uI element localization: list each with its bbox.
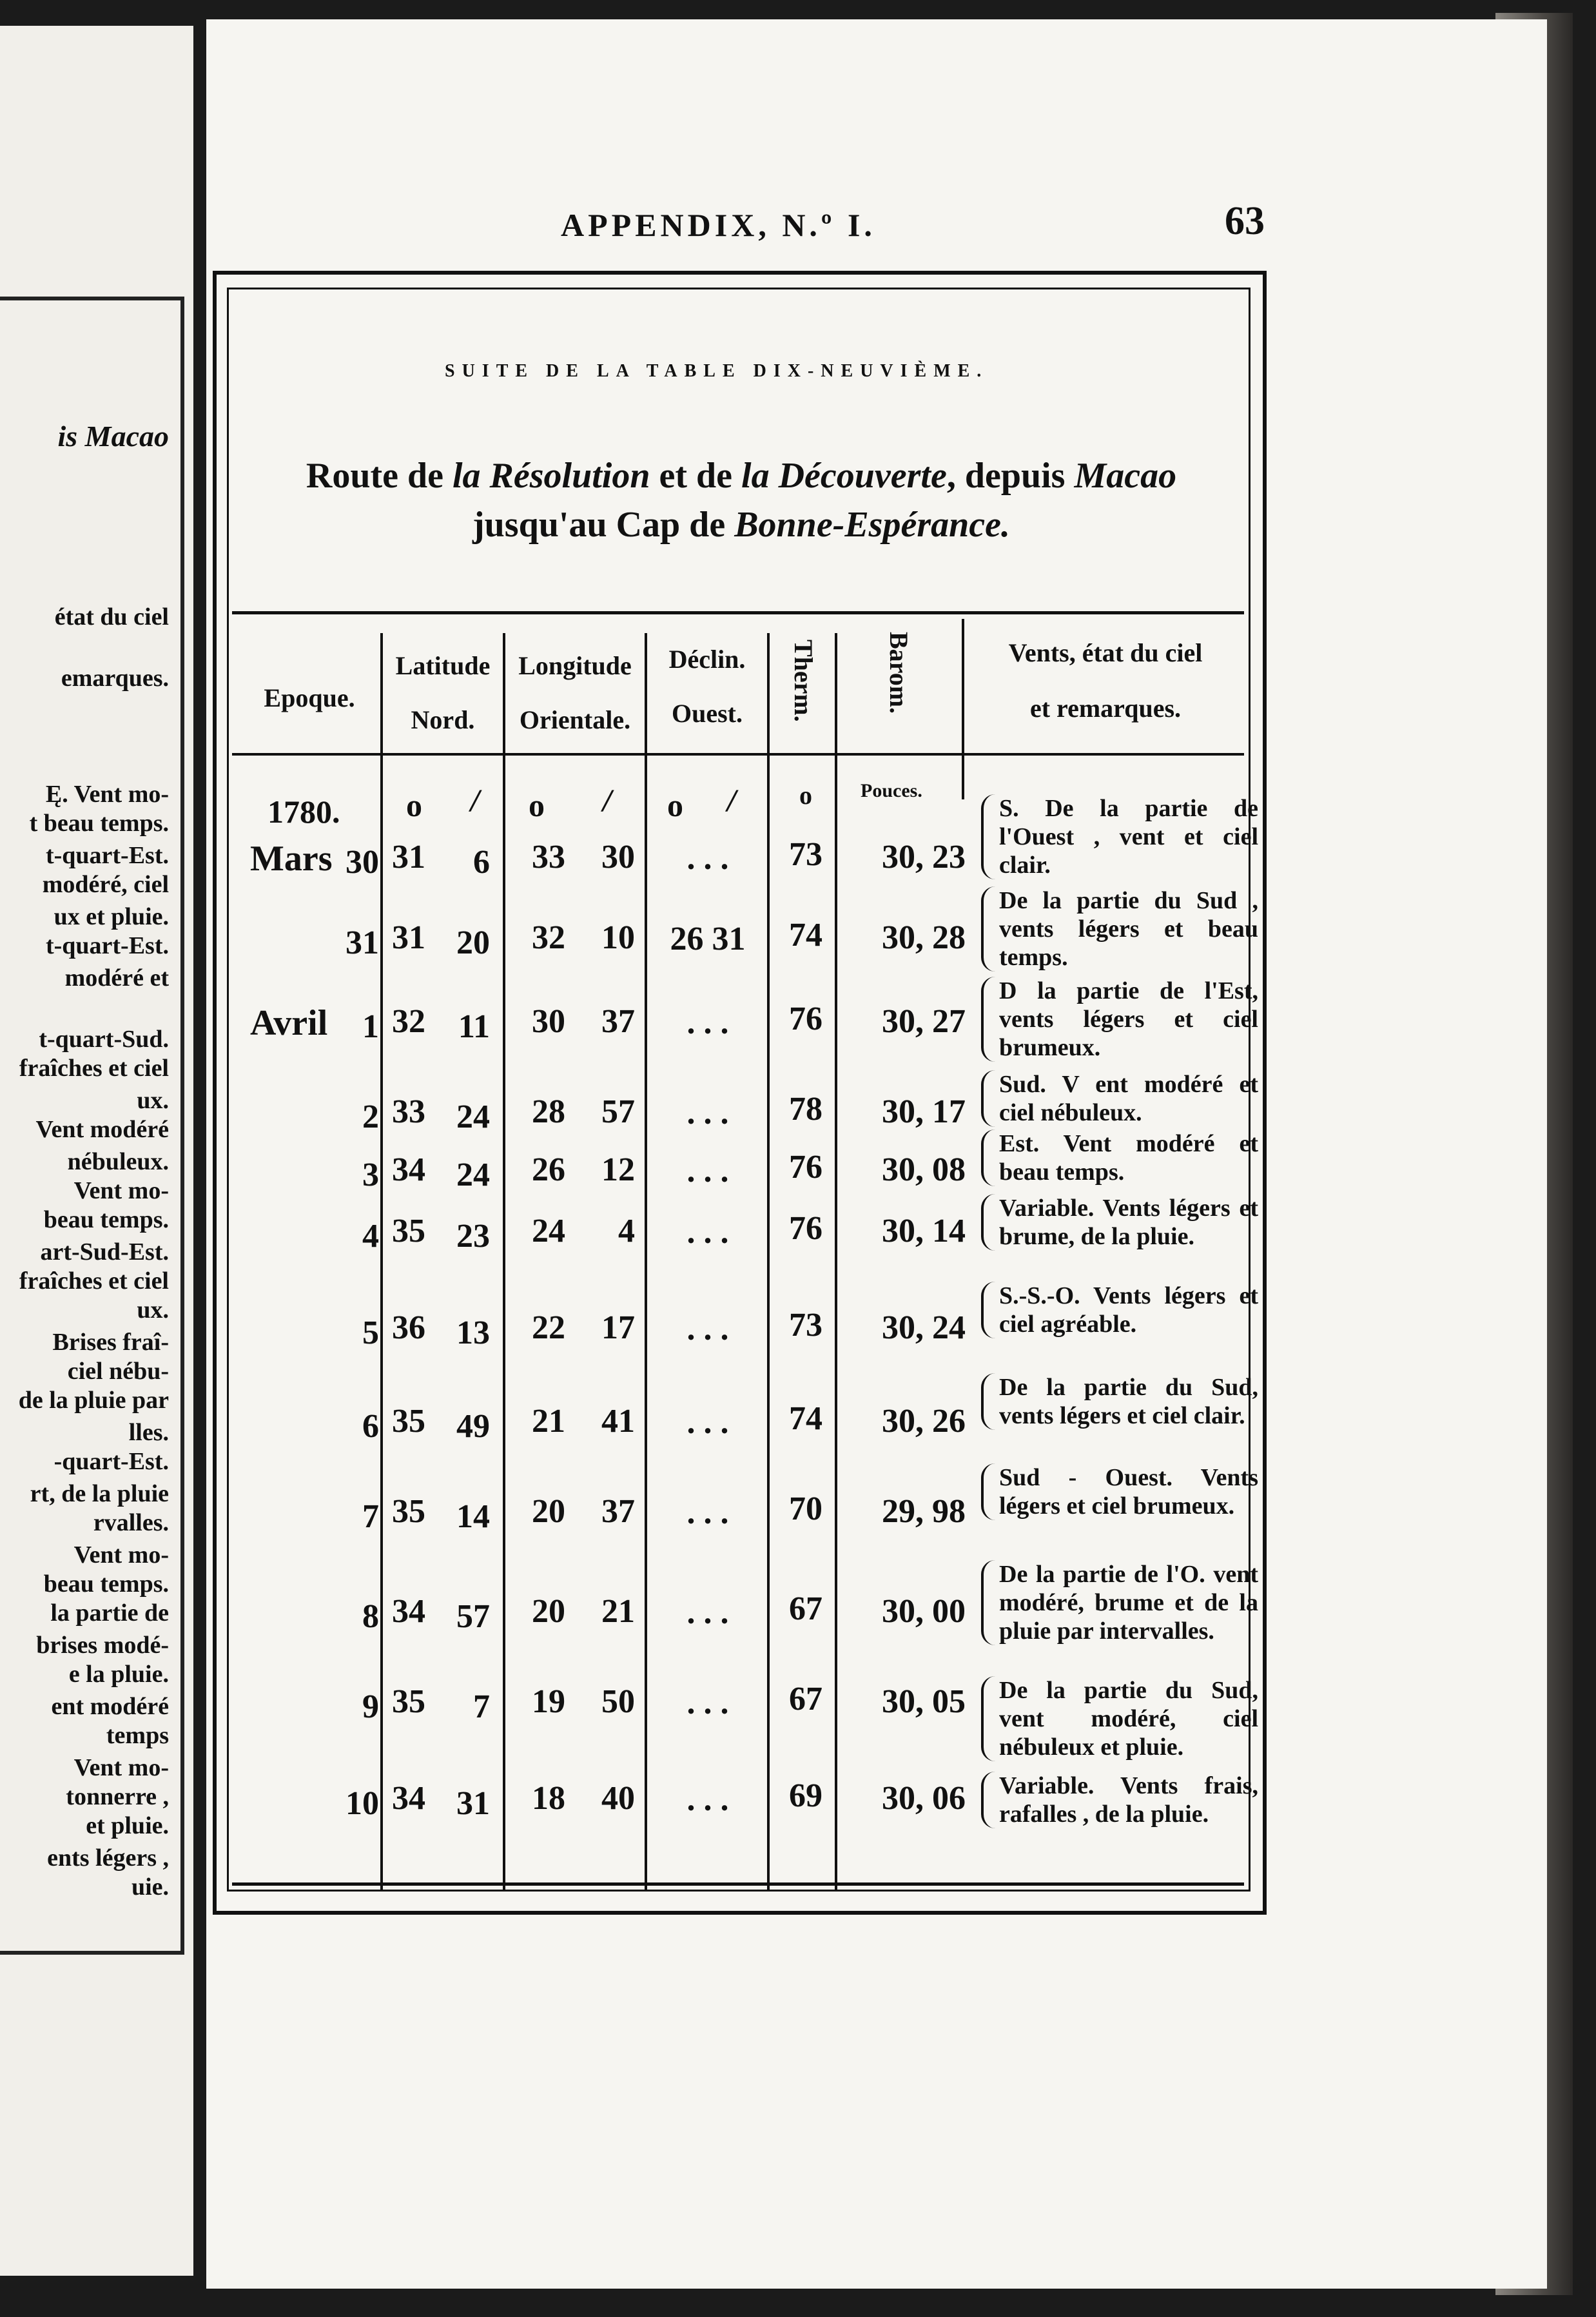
brace-icon: [981, 977, 995, 1062]
left-page-line: ux.: [137, 1296, 169, 1324]
row-lon-deg: 22: [532, 1309, 565, 1346]
row-lon-min: 37: [601, 1493, 635, 1530]
row-lon-min: 50: [601, 1683, 635, 1720]
header-declin-2: Ouest.: [672, 699, 743, 728]
left-page-line: uie.: [131, 1873, 169, 1901]
left-page-line: Vent mo-: [73, 1177, 169, 1204]
row-lon-min: 30: [601, 839, 635, 875]
left-page-line: fraîches et ciel: [19, 1267, 169, 1295]
row-lat-deg: 31: [392, 919, 425, 956]
row-day: 31: [345, 924, 379, 961]
left-page-line: -quart-Est.: [54, 1448, 169, 1475]
row-day: 6: [362, 1408, 379, 1445]
row-therm: 67: [789, 1590, 822, 1627]
row-lon-min: 4: [618, 1213, 635, 1249]
row-therm: 74: [789, 1400, 822, 1437]
header-vents-2: et remarques.: [1029, 694, 1182, 723]
left-page-line: beau temps.: [43, 1206, 169, 1233]
row-remark: S.-S.-O. Vents légers et ciel agréable.: [981, 1282, 1258, 1338]
left-page: [0, 26, 193, 2276]
row-day: 2: [362, 1099, 379, 1135]
row-remark: De la partie du Sud, vent modéré, ciel nébuleux et pluie.: [981, 1676, 1258, 1761]
row-day: 1: [362, 1008, 379, 1045]
left-page-line: t-quart-Sud.: [39, 1026, 169, 1053]
left-page-line: t beau temps.: [29, 810, 169, 837]
row-remark: Est. Vent modéré et beau temps.: [981, 1129, 1258, 1186]
row-declin: . . .: [686, 1404, 729, 1441]
row-therm: 73: [789, 1307, 822, 1344]
table-bottom-rule: [232, 1882, 1244, 1886]
row-declin: . . .: [686, 1004, 729, 1041]
page-number: 63: [1225, 199, 1265, 243]
row-remark: D la partie de l'Est, vents légers et ciel brumeux.: [981, 977, 1258, 1062]
table-route-title: Route de la Résolution et de la Découverte, depuis Macao jusqu'au Cap de Bonne-Espérance.: [306, 456, 1177, 545]
row-declin: . . .: [686, 840, 729, 877]
row-therm: 78: [789, 1091, 822, 1128]
brace-icon: [981, 1373, 995, 1430]
row-month: Avril: [250, 1003, 328, 1043]
brace-icon: [981, 1194, 995, 1251]
row-lat-min: 20: [456, 924, 490, 961]
row-lon-deg: 18: [532, 1780, 565, 1817]
row-barom: 30, 06: [882, 1780, 966, 1817]
row-barom: 30, 23: [882, 839, 966, 875]
row-lon-min: 37: [601, 1003, 635, 1040]
left-page-line: fraîches et ciel: [19, 1055, 169, 1082]
left-page-line: t-quart-Est.: [45, 932, 169, 959]
row-therm: 67: [789, 1681, 822, 1717]
row-lat-deg: 36: [392, 1309, 425, 1346]
row-lon-min: 10: [601, 919, 635, 956]
col-divider-5: [835, 633, 837, 1890]
row-lon-deg: 24: [532, 1213, 565, 1249]
row-remark: Sud. V ent modéré et ciel nébuleux.: [981, 1070, 1258, 1127]
header-barom: Barom.: [884, 632, 913, 714]
row-day: 8: [362, 1598, 379, 1635]
unit-dec-deg: o: [667, 787, 683, 823]
brace-icon: [981, 1772, 995, 1828]
header-longitude-1: Longitude: [518, 651, 632, 680]
left-page-line: ent modéré: [51, 1693, 169, 1720]
unit-lat-min: /: [471, 782, 480, 818]
row-lat-deg: 31: [392, 839, 425, 875]
row-lat-deg: 34: [392, 1151, 425, 1188]
row-lat-min: 6: [473, 844, 490, 881]
left-page-line: modéré et: [64, 964, 169, 992]
col-divider-3: [645, 633, 647, 1890]
row-barom: 30, 26: [882, 1403, 966, 1440]
row-therm: 76: [789, 1210, 822, 1247]
unit-lat-deg: o: [406, 787, 422, 823]
col-divider-4: [767, 633, 770, 1890]
left-page-line: nébuleux.: [67, 1148, 169, 1175]
left-page-line: tonnerre ,: [66, 1783, 169, 1810]
row-lon-deg: 26: [532, 1151, 565, 1188]
left-page-line: Vent modéré: [35, 1116, 169, 1143]
row-barom: 30, 08: [882, 1151, 966, 1188]
row-lon-deg: 19: [532, 1683, 565, 1720]
row-therm: 69: [789, 1777, 822, 1814]
row-lon-min: 41: [601, 1403, 635, 1440]
row-declin: . . .: [686, 1153, 729, 1189]
row-lon-deg: 20: [532, 1493, 565, 1530]
header-latitude-1: Latitude: [395, 651, 491, 680]
left-page-line: la partie de: [50, 1599, 169, 1627]
row-lat-deg: 32: [392, 1003, 425, 1040]
row-barom: 30, 24: [882, 1309, 966, 1346]
row-lon-min: 57: [601, 1093, 635, 1130]
row-barom: 30, 28: [882, 919, 966, 956]
row-therm: 73: [789, 836, 822, 873]
brace-icon: [981, 886, 995, 972]
brace-icon: [981, 1463, 995, 1520]
row-remark: De la partie de l'O. vent modéré, brume et de la pluie par intervalles.: [981, 1560, 1258, 1645]
left-page-line: e la pluie.: [68, 1661, 169, 1688]
left-page-line: art-Sud-Est.: [40, 1238, 169, 1266]
row-remark: S. De la partie de l'Ouest , vent et ciel clair.: [981, 794, 1258, 879]
row-therm: 76: [789, 1001, 822, 1037]
left-page-line: is Macao: [57, 420, 169, 453]
left-page-line: Ę. Vent mo-: [45, 781, 169, 808]
row-barom: 30, 05: [882, 1683, 966, 1720]
row-barom: 30, 17: [882, 1093, 966, 1130]
table-suite-title: SUITE DE LA TABLE DIX-NEUVIÈME.: [445, 361, 989, 381]
unit-barom: Pouces.: [861, 780, 922, 801]
left-page-line: et pluie.: [86, 1812, 169, 1839]
header-vents-1: Vents, état du ciel: [1008, 638, 1203, 667]
left-page-line: lles.: [128, 1419, 169, 1446]
row-month: Mars: [250, 839, 333, 879]
left-page-line: rt, de la pluie: [30, 1480, 169, 1507]
row-remark: Variable. Vents frais, rafalles , de la pluie.: [981, 1772, 1258, 1828]
unit-therm-deg: o: [799, 781, 812, 810]
row-lon-deg: 21: [532, 1403, 565, 1440]
row-lat-min: 13: [456, 1315, 490, 1351]
row-lat-deg: 35: [392, 1683, 425, 1720]
running-head: APPENDIX, N.º I.: [561, 207, 876, 243]
left-page-line: Brises fraî-: [52, 1329, 169, 1356]
row-lat-min: 7: [473, 1688, 490, 1725]
header-epoque: Epoque.: [264, 683, 355, 712]
left-page-line: Vent mo-: [73, 1541, 169, 1569]
row-remark: De la partie du Sud, vents légers et ciel clair.: [981, 1373, 1258, 1430]
table-header-rule: [232, 753, 1244, 756]
row-barom: 30, 14: [882, 1213, 966, 1249]
header-declin-1: Déclin.: [668, 645, 746, 674]
unit-lon-deg: o: [529, 787, 545, 823]
left-page-line: modéré, ciel: [42, 871, 169, 898]
row-declin: . . .: [686, 1781, 729, 1818]
brace-icon: [981, 1070, 995, 1127]
row-declin: . . .: [686, 1494, 729, 1531]
brace-icon: [981, 1676, 995, 1761]
left-page-line: temps: [106, 1722, 169, 1749]
row-lat-min: 24: [456, 1099, 490, 1135]
col-divider-2: [503, 633, 505, 1890]
row-lat-min: 31: [456, 1785, 490, 1822]
row-declin: . . .: [686, 1214, 729, 1251]
row-lat-deg: 35: [392, 1403, 425, 1440]
col-divider-6: [962, 619, 964, 799]
row-declin: . . .: [686, 1095, 729, 1131]
left-page-line: Vent mo-: [73, 1754, 169, 1781]
row-lat-min: 57: [456, 1598, 490, 1635]
left-page-line: rvalles.: [93, 1509, 169, 1536]
row-day: 5: [362, 1315, 379, 1351]
row-lat-deg: 35: [392, 1213, 425, 1249]
row-day: 9: [362, 1688, 379, 1725]
unit-dec-min: /: [727, 782, 736, 818]
left-page-line: ciel nébu-: [67, 1358, 169, 1385]
left-page-line: de la pluie par: [18, 1387, 169, 1414]
brace-icon: [981, 1560, 995, 1645]
left-page-line: ux et pluie.: [54, 903, 169, 930]
row-day: 30: [345, 844, 379, 881]
row-day: 3: [362, 1157, 379, 1193]
header-longitude-2: Orientale.: [519, 705, 631, 734]
header-latitude-2: Nord.: [411, 705, 475, 734]
row-declin: . . .: [686, 1594, 729, 1631]
row-barom: 30, 00: [882, 1593, 966, 1630]
col-divider-1: [380, 633, 383, 1890]
unit-year: 1780.: [268, 794, 340, 830]
row-remark: De la partie du Sud , vents légers et beau temps.: [981, 886, 1258, 972]
row-lat-min: 23: [456, 1218, 490, 1255]
row-lat-min: 11: [458, 1008, 490, 1045]
row-therm: 74: [789, 917, 822, 953]
row-declin: . . .: [686, 1311, 729, 1347]
row-lat-min: 14: [456, 1498, 490, 1535]
table-top-rule: [232, 611, 1244, 614]
left-page-line: brises modé-: [36, 1632, 169, 1659]
left-page-line: ux.: [137, 1087, 169, 1114]
unit-lon-min: /: [603, 782, 612, 818]
row-remark: Variable. Vents légers et brume, de la pluie.: [981, 1194, 1258, 1251]
row-declin: 26 31: [670, 921, 746, 957]
header-therm: Therm.: [789, 640, 818, 722]
left-page-line: beau temps.: [43, 1570, 169, 1598]
row-lon-deg: 33: [532, 839, 565, 875]
left-page-line: emarques.: [61, 665, 169, 692]
row-day: 7: [362, 1498, 379, 1535]
row-lon-deg: 28: [532, 1093, 565, 1130]
row-lon-min: 17: [601, 1309, 635, 1346]
row-day: 10: [345, 1785, 379, 1822]
row-lon-min: 40: [601, 1780, 635, 1817]
left-page-line: ents légers ,: [47, 1844, 169, 1872]
row-lat-deg: 35: [392, 1493, 425, 1530]
row-therm: 76: [789, 1149, 822, 1186]
row-lon-min: 12: [601, 1151, 635, 1188]
left-page-line: état du ciel: [54, 603, 169, 631]
row-lat-min: 24: [456, 1157, 490, 1193]
row-lon-deg: 32: [532, 919, 565, 956]
brace-icon: [981, 794, 995, 879]
row-lon-deg: 20: [532, 1593, 565, 1630]
row-therm: 70: [789, 1491, 822, 1527]
row-declin: . . .: [686, 1685, 729, 1721]
left-page-line: t-quart-Est.: [45, 842, 169, 869]
brace-icon: [981, 1129, 995, 1186]
row-lat-deg: 34: [392, 1780, 425, 1817]
row-lat-deg: 33: [392, 1093, 425, 1130]
row-remark: Sud - Ouest. Vents légers et ciel brumeux.: [981, 1463, 1258, 1520]
row-barom: 30, 27: [882, 1003, 966, 1040]
row-lon-min: 21: [601, 1593, 635, 1630]
row-day: 4: [362, 1218, 379, 1255]
row-barom: 29, 98: [882, 1493, 966, 1530]
row-lat-min: 49: [456, 1408, 490, 1445]
row-lat-deg: 34: [392, 1593, 425, 1630]
brace-icon: [981, 1282, 995, 1338]
row-lon-deg: 30: [532, 1003, 565, 1040]
